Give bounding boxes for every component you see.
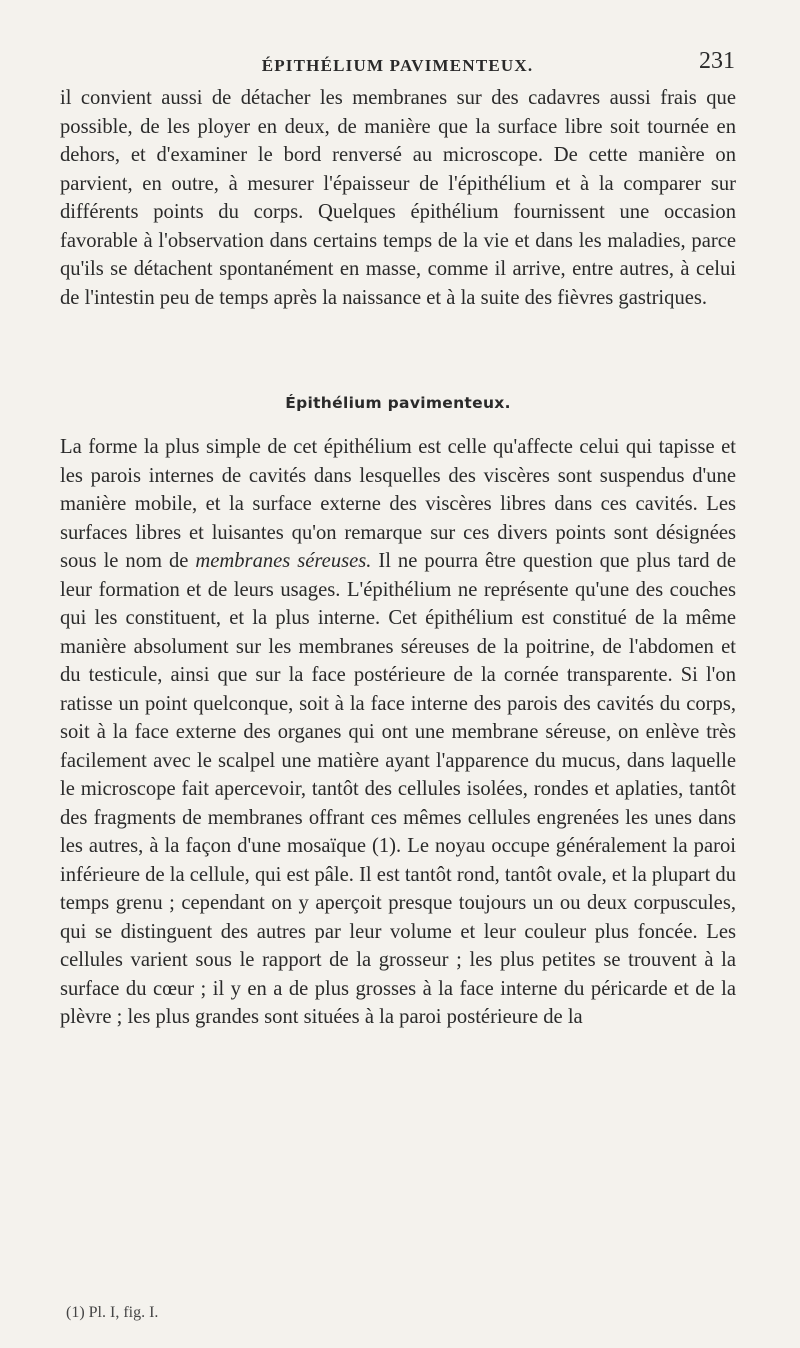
paragraph-continuation: il convient aussi de détacher les membranes sur des cadavres aussi frais que possible, de les ployer en deux, de manière que la surface libre soit tournée en dehors, et d'examiner le bord renversé au microscope. De cette manière on parvient, en outre, à mesurer l'épaisseur de l'épithélium et à la comparer sur différents points du corps. Quelques épithélium fournissent une occasion favorable à l'observation dans certains temps de la vie et dans les maladies, parce qu'ils se détachent spontanément en masse, comme il arrive, entre autres, à celui de l'intestin peu de temps après la naissance et à la suite des fièvres gastriques.	[60, 87, 736, 309]
section-heading: Épithélium pavimenteux.	[285, 394, 511, 412]
running-title: ÉPITHÉLIUM PAVIMENTEUX.	[261, 56, 534, 75]
emphasized-term: membranes séreuses.	[195, 550, 372, 572]
footnote: (1) Pl. I, fig. I.	[66, 1304, 159, 1321]
paragraph-text-start: La forme la plus simple de cet épithélium est celle qu'affecte celui qui tapisse et les parois internes de cavités dans lesquelles des viscères sont suspendus d'une manière mobile, et la surface externe des viscères libres dans ces cavités. Les surfaces libres et luisantes qu'on remarque sur ces divers points sont désignées sous le nom de	[60, 436, 736, 572]
paragraph-text-rest: Il ne pourra être question que plus tard de leur formation et de leurs usages. L'épithélium ne représente qu'une des couches qui les constituent, et la plus interne. Cet épithélium est constitué de la même manière absolument sur les membranes séreuses de la poitrine, de l'abdomen et du testicule, ainsi que sur la face postérieure de la cornée transparente. Si l'on ratisse un point quelconque, soit à la face interne des parois des cavités du corps, soit à la face externe des organes qui ont une membrane séreuse, on enlève très facilement avec le scalpel une matière ayant l'apparence du mucus, dans laquelle le microscope fait apercevoir, tantôt des cellules isolées, rondes et aplaties, tantôt des fragments de membranes offrant ces mêmes cellules engrenées les unes dans les autres, à la façon d'une mosaïque (1). Le noyau occupe généralement la paroi inférieure de la cellule, qui est pâle. Il est tantôt rond, tantôt ovale, et la plupart du temps grenu ; cependant on y aperçoit presque toujours un ou deux corpuscules, qui se distinguent des autres par leur volume et leur couleur plus foncée. Les cellules varient sous le rapport de la grosseur ; les plus petites se trouvent à la surface du cœur ; il y en a de plus grosses à la face interne du péricarde et de la plèvre ; les plus grandes sont situées à la paroi postérieure de la	[60, 550, 736, 1028]
running-head	[60, 48, 735, 78]
paragraph-main	[60, 433, 736, 1032]
page-number: 231	[699, 48, 735, 74]
